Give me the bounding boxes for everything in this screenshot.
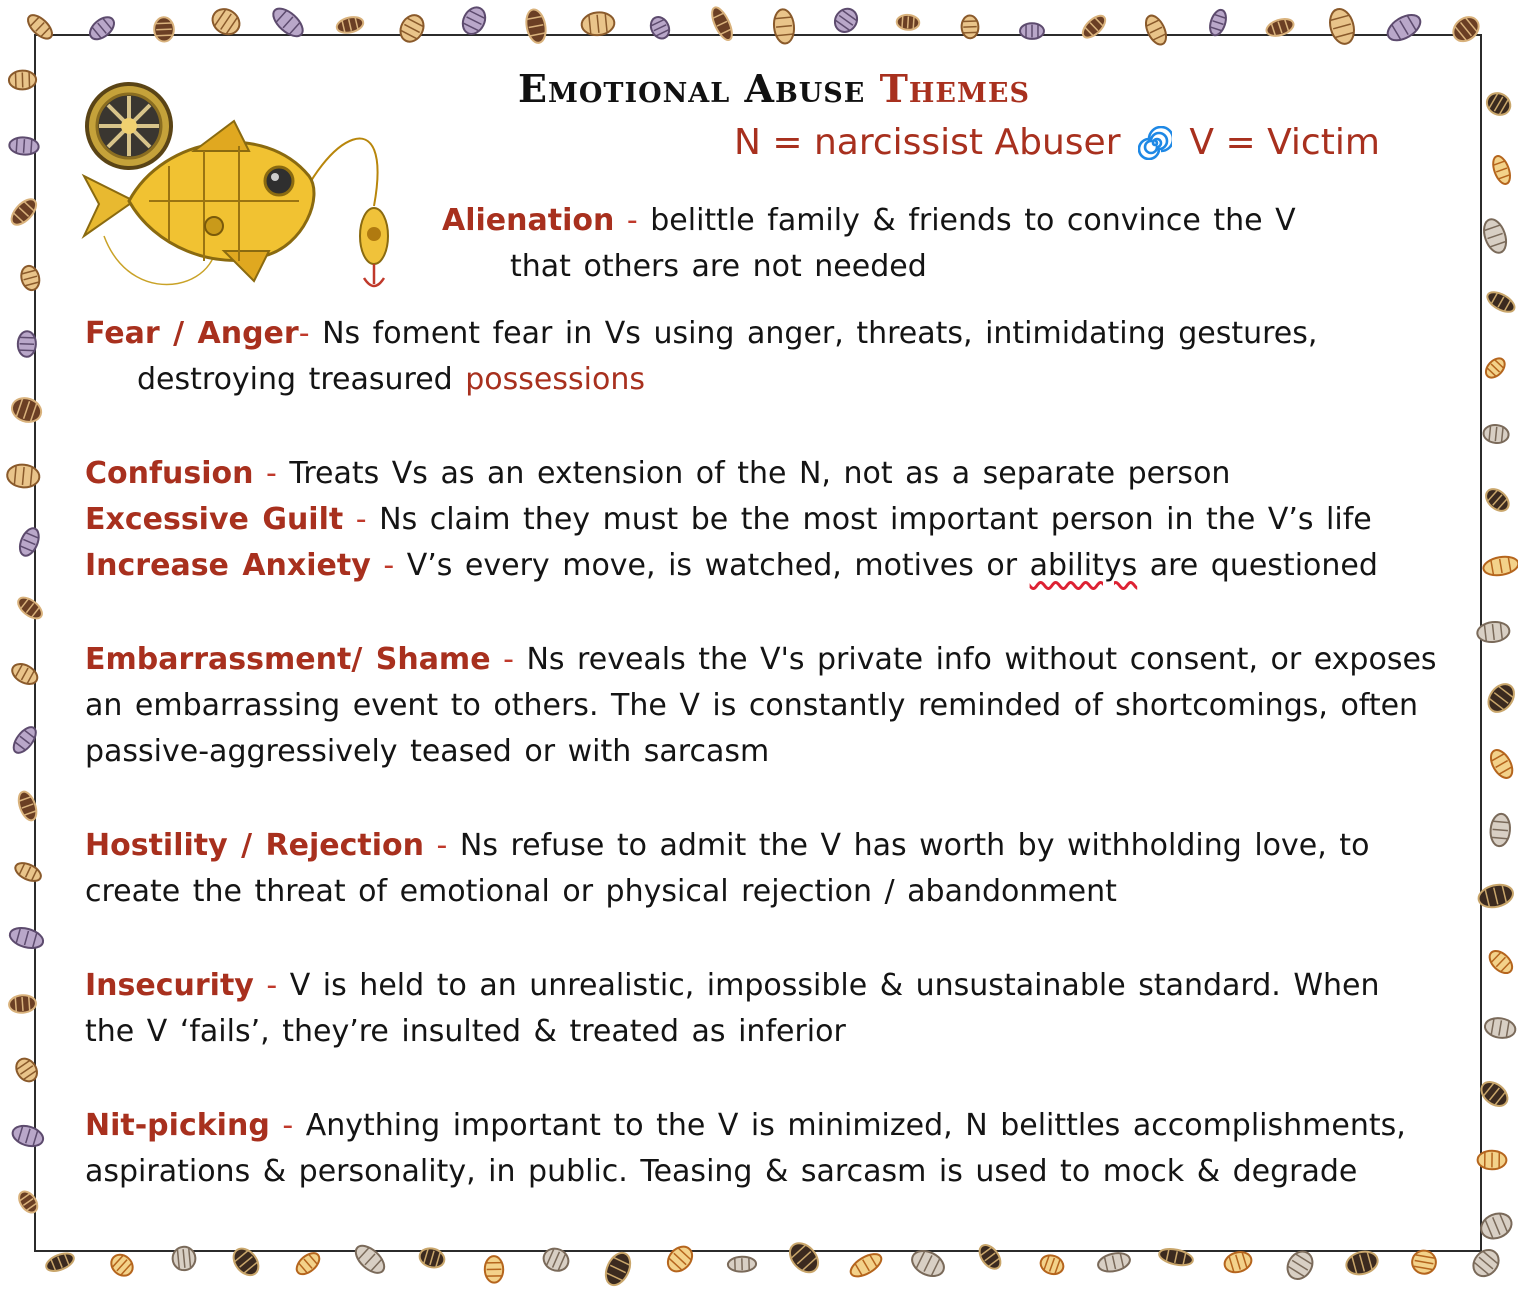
term-label: Excessive Guilt	[85, 502, 344, 537]
seashell-icon	[1483, 679, 1518, 717]
entry-text: an embarrassing event to others. The V is constantly reminded of shortcomings, often	[85, 688, 1419, 723]
seashell-icon	[1487, 746, 1517, 781]
entry-text: belittle family & friends to convince the V	[650, 203, 1296, 238]
entry-text: create the threat of emotional or physical rejection / abandonment	[85, 874, 1117, 909]
entry-text: Ns foment fear in Vs using anger, threats, intimidating gestures,	[322, 316, 1318, 351]
seashell-icon	[335, 15, 365, 36]
term-label: Hostility / Rejection	[85, 828, 424, 863]
entry-text: the V ‘fails’, they’re insulted & treated as inferior	[85, 1014, 846, 1049]
term-label: Increase Anxiety	[85, 548, 371, 583]
legend-v: V = Victim	[1189, 122, 1380, 163]
seashell-icon	[581, 11, 616, 37]
entry-text: Treats Vs as an extension of the N, not as a separate person	[289, 456, 1231, 491]
seashell-icon	[1477, 1209, 1515, 1243]
entry-insecurity: Insecurity - V is held to an unrealistic, impossible & unsustainable standard. When the V ‘fails’, they’re insulted & treated as inferior	[85, 963, 1379, 1055]
seashell-icon	[830, 4, 861, 36]
entry-excessive-guilt: Excessive Guilt - Ns claim they must be the most important person in the V’s life	[85, 502, 1372, 537]
seashell-icon	[1484, 288, 1517, 316]
legend	[734, 122, 1380, 163]
seashell-icon	[1038, 1252, 1066, 1277]
seashell-icon	[8, 994, 36, 1013]
seashell-icon	[1096, 1250, 1131, 1274]
entry-text: are questioned	[1137, 548, 1378, 583]
seashell-icon	[1490, 154, 1513, 186]
seashell-icon	[1207, 8, 1229, 37]
legend-n: N = narcissist Abuser	[734, 122, 1121, 163]
seashell-icon	[1482, 485, 1513, 515]
entry-embarrassment-shame: Embarrassment/ Shame - Ns reveals the V's private info without consent, or exposes an embarrassing event to others. The V is constantly reminded of shortcomings, often passive-aggressively teased or with sarcasm	[85, 637, 1437, 775]
term-label: Insecurity	[85, 968, 254, 1003]
seashell-icon	[847, 1250, 885, 1281]
seashell-icon	[1486, 947, 1517, 977]
seashell-icon	[1344, 1248, 1380, 1278]
cyclone-spiral-icon	[1138, 126, 1172, 160]
entry-text: V’s every move, is watched, motives or	[406, 548, 1030, 583]
term-label: Embarrassment/ Shame	[85, 642, 491, 677]
misspelled-word: abilitys	[1029, 548, 1138, 583]
seashell-icon	[1482, 355, 1508, 381]
seashell-icon	[107, 1250, 137, 1280]
entry-hostility-rejection: Hostility / Rejection - Ns refuse to admit the V has worth by withholding love, to create the threat of emotional or physical rejection / abandonment	[85, 823, 1369, 915]
entry-increase-anxiety: Increase Anxiety - V’s every move, is watched, motives or abilitys are questioned	[85, 548, 1378, 583]
seashell-icon	[459, 4, 490, 38]
seashell-icon	[896, 14, 919, 30]
entry-text: destroying treasured	[137, 362, 466, 397]
entry-text: Ns reveals the V's private info without consent, or exposes	[526, 642, 1437, 677]
entry-text: Anything important to the V is minimized, N belittles accomplishments,	[305, 1108, 1406, 1143]
seashell-icon	[1283, 1247, 1318, 1284]
seashell-icon	[1483, 424, 1510, 444]
entry-text: that others are not needed	[510, 249, 927, 284]
seashell-icon	[1476, 881, 1515, 910]
entry-text: Ns refuse to admit the V has worth by withholding love, to	[459, 828, 1370, 863]
seashell-icon	[1489, 813, 1511, 847]
entry-highlight: possessions	[465, 362, 645, 397]
seashell-icon	[44, 1250, 77, 1275]
seashell-icon	[1483, 1016, 1516, 1040]
term-label: Alienation	[442, 203, 615, 238]
term-label: Confusion	[85, 456, 254, 491]
seashell-icon	[293, 1249, 323, 1278]
seashell-icon	[1483, 89, 1514, 119]
term-label: Nit-picking	[85, 1108, 270, 1143]
term-label: Fear / Anger	[85, 316, 299, 351]
seashell-icon	[9, 70, 37, 89]
entry-nit-picking: Nit-picking - Anything important to the V is minimized, N belittles accomplishments, aspirations & personality, in public. Teasing & sarcasm is used to mock & degrade	[85, 1103, 1406, 1195]
seashell-icon	[1222, 1249, 1254, 1275]
entry-alienation: Alienation - belittle family & friends to convince the V that others are not needed	[442, 198, 1296, 290]
seashell-icon	[485, 1256, 504, 1283]
seashell-icon	[728, 1256, 757, 1272]
seashell-icon	[1410, 1249, 1437, 1276]
seashell-icon	[601, 1249, 635, 1289]
entry-text: aspirations & personality, in public. Teasing & sarcasm is used to mock & degrade	[85, 1154, 1358, 1189]
entry-text: Ns claim they must be the most important person in the V’s life	[379, 502, 1372, 537]
entry-confusion: Confusion - Treats Vs as an extension of the N, not as a separate person	[85, 456, 1231, 491]
entry-text: passive-aggressively teased or with sarcasm	[85, 734, 770, 769]
entry-text: V is held to an unrealistic, impossible & unsustainable standard. When	[289, 968, 1380, 1003]
seashell-icon	[1482, 554, 1518, 578]
steampunk-fish-icon	[74, 66, 414, 306]
seashell-icon	[1480, 216, 1510, 255]
seashell-icon	[1477, 1077, 1512, 1111]
page-title: Emotional Abuse Themes	[518, 66, 1030, 111]
entry-fear-anger: Fear / Anger- Ns foment fear in Vs using anger, threats, intimidating gestures, destroying treasured possessions	[85, 316, 1318, 397]
